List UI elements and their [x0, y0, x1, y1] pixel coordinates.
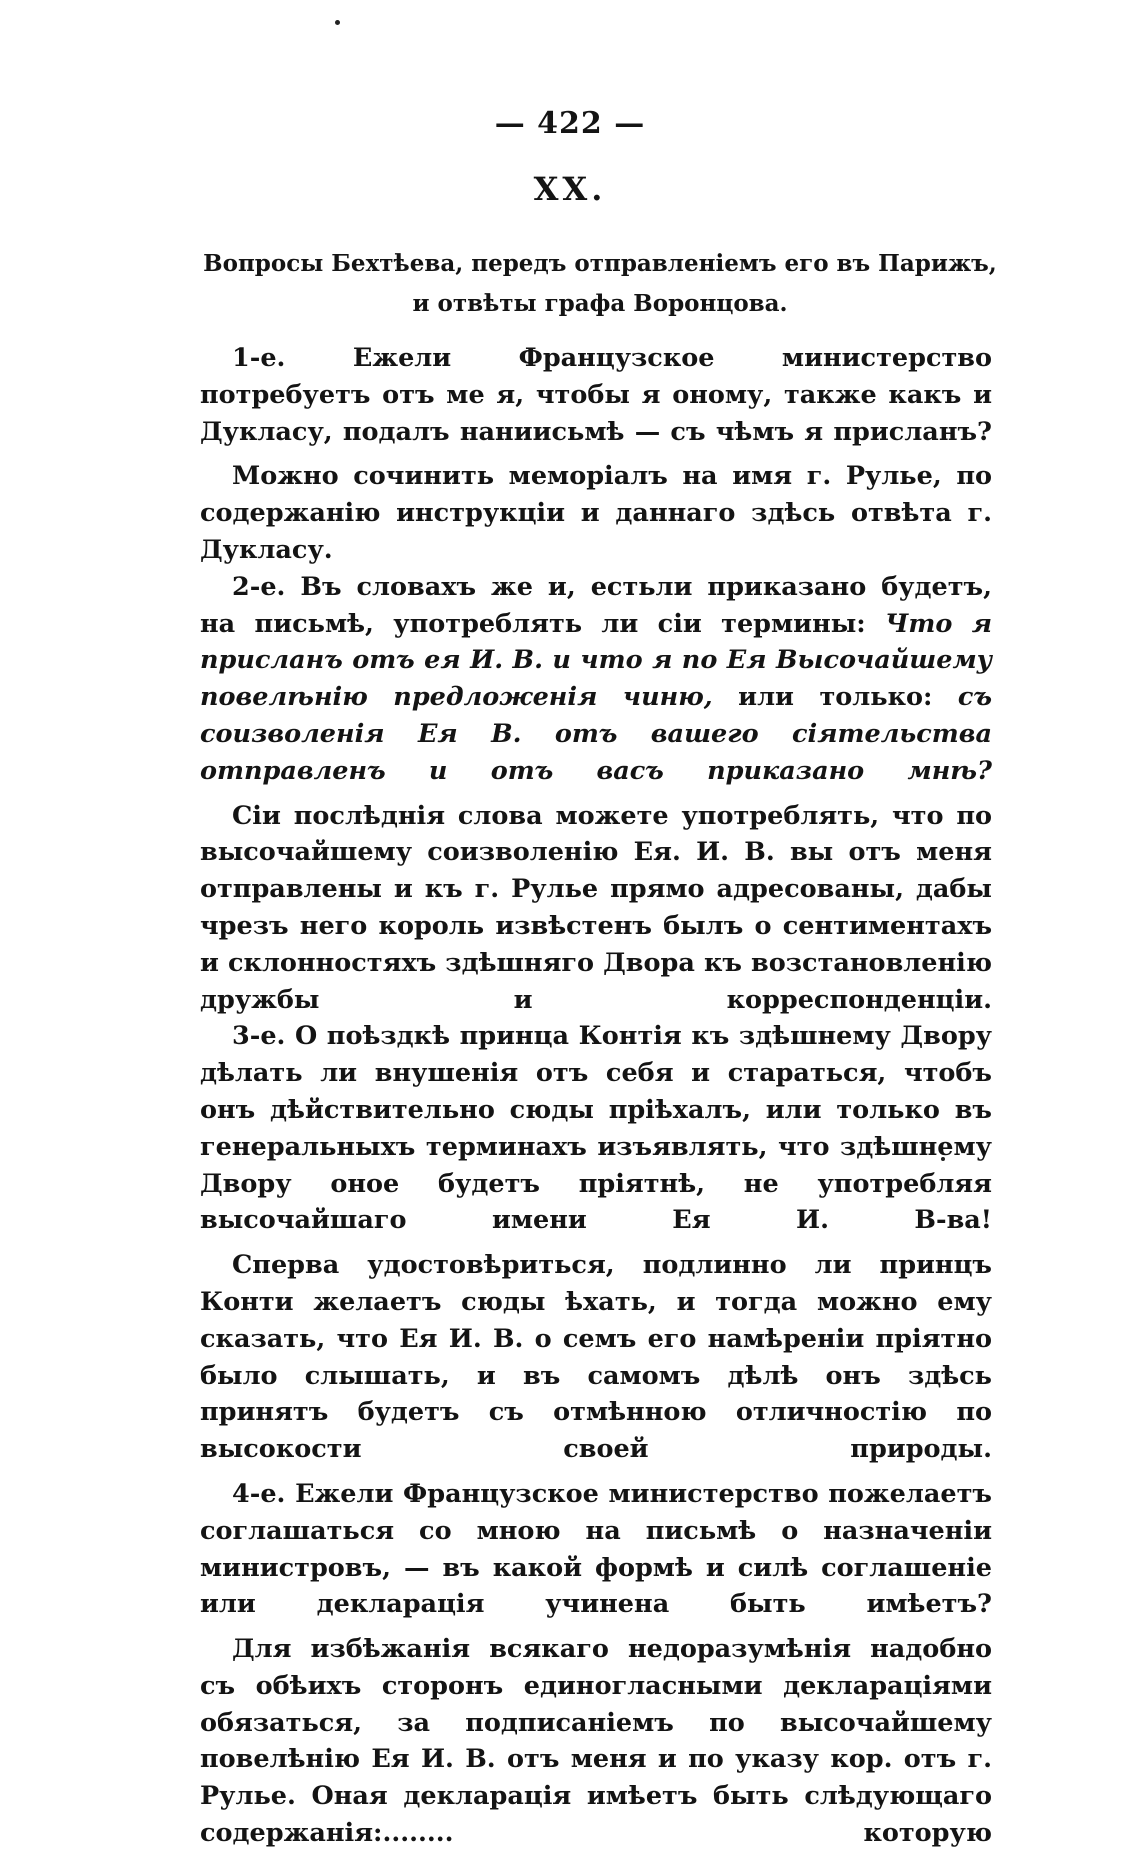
- section-heading: Вопросы Бехтѣева, передъ отправленіемъ его въ Парижъ, и отвѣты графа Воронцова.: [203, 250, 997, 317]
- paragraph-question-4: 4-е. Ежели Французское министерство пожелаетъ соглашаться со мною на письмѣ о назначеніи министровъ, — въ какой формѣ и силѣ соглашеніе или декларація учинена быть имѣетъ?: [200, 1478, 992, 1620]
- paragraph-question-3: 3-е. О поѣздкѣ принца Контія къ здѣшнему Двору дѣлать ли внушенія отъ себя и стараться, чтобъ онъ дѣйствительно сюды пріѣхалъ, или только въ генеральныхъ терминахъ изъявлять, что здѣшнему Двору оное будетъ пріятнѣ, не употребляя высочайшаго имени Ея И. В-ва!: [200, 1021, 992, 1236]
- question-2-italic-phrase-1: Что я присланъ отъ ея И. В. и что я по Ея Высочайшему повелѣнію предложенія чиню,: [200, 608, 993, 713]
- question-2-text: 2-е. Въ словахъ же и, естьли приказано будетъ, на письмѣ, употреблять ли сіи термины:: [200, 571, 992, 639]
- paragraph-question-1: 1-е. Ежели Французское министерство потребуетъ отъ ме я, чтобы я оному, также какъ и Дукласу, подалъ наниисьмѣ — съ чѣмъ я присланъ?: [200, 343, 992, 447]
- paragraph-answer-4: Для избѣжанія всякаго недоразумѣнія надобно съ обѣихъ сторонъ единогласными деклараціями обязаться, за подписаніемъ по высочайшему повелѣнію Ея И. В. отъ меня и по указу кор. отъ г. Рулье. Оная декларація имѣетъ быть слѣдующаго содержанія:........ которую: [200, 1634, 992, 1849]
- body-text: [200, 340, 992, 1852]
- ink-speck: [335, 20, 340, 25]
- paragraph-answer-2: Сіи послѣднія слова можете употреблять, что по высочайшему соизволенію Ея. И. В. вы отъ меня отправлены и къ г. Рулье прямо адресованы, дабы чрезъ него король извѣстенъ былъ о сентиментахъ и склонностяхъ здѣшняго Двора къ возстановленію дружбы и корреспонденціи.: [200, 800, 992, 1015]
- question-2-italic-phrase-2: съ соизволенія Ея В. отъ вашего сіятельства отправленъ и отъ васъ приказано мнѣ?: [200, 682, 992, 786]
- paragraph-answer-1: Можно сочинить меморіалъ на имя г. Рулье, по содержанію инструкціи и даннаго здѣсь отвѣта г. Дукласу.: [200, 461, 992, 565]
- paragraph-answer-3: Сперва удостовѣриться, подлинно ли принцъ Конти желаетъ сюды ѣхать, и тогда можно ему сказать, что Ея И. В. о семъ его намѣреніи пріятно было слышать, и въ самомъ дѣлѣ онъ здѣсь принятъ будетъ съ отмѣнною отличностію по высокости своей природы.: [200, 1250, 992, 1465]
- paragraph-question-2: [200, 569, 992, 790]
- section-number: XX.: [533, 170, 607, 208]
- page-number: — 422 —: [494, 106, 646, 141]
- question-2-connector: или только:: [712, 682, 958, 713]
